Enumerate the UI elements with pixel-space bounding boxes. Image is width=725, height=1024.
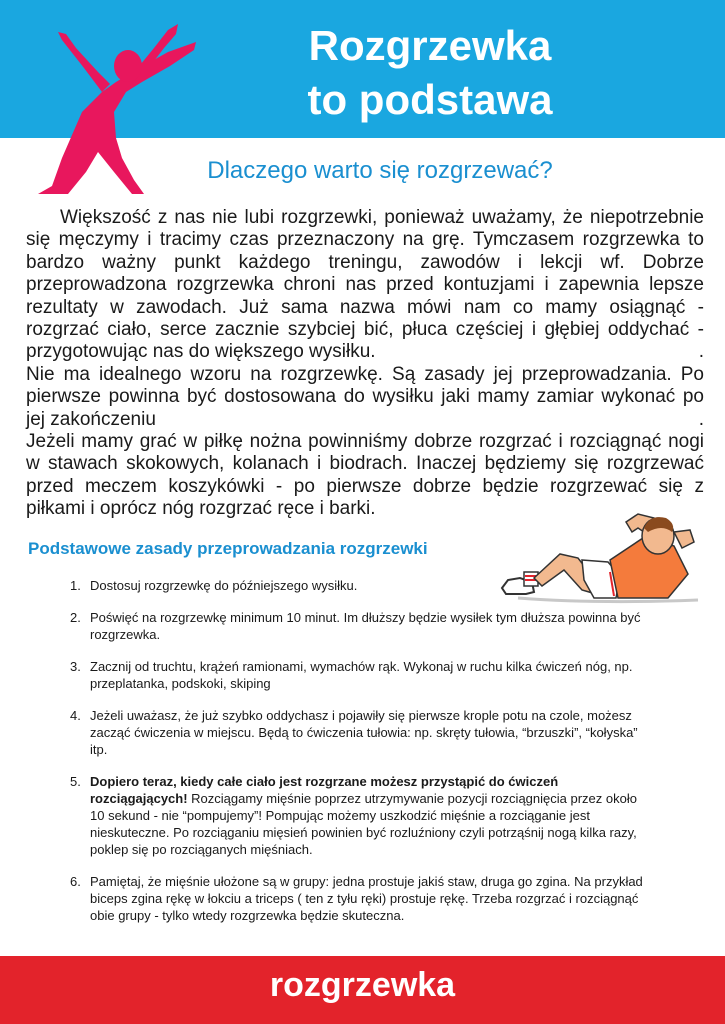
intro-paragraph-1: Większość z nas nie lubi rozgrzewki, ponieważ uważamy, że niepotrzebnie się męczymy i tracimy czas przeznaczony na grę. Tymczasem rozgrzewka to bardzo ważny punkt każdego treningu, zawodów i lekcji wf. Dobrze przeprowadzona rozgrzewka chroni nas przed kontuzjami i zapewnia lepsze rezultaty w zawodach. Już sama nazwa mówi nam co mamy osiągnąć - rozgrzać ciało, serce zacznie szybciej bić, płuca częściej i głębiej oddychać - przygotowując nas do większego wysiłku. . <box>26 207 704 363</box>
intro-paragraph-2: Nie ma idealnego wzoru na rozgrzewkę. Są zasady jej przeprowadzania. Po pierwsze powinna być dostosowana do wysiłku jaki mamy zamiar wykonać po jej zakończeniu . <box>26 363 704 430</box>
rule-item-6: 6. Pamiętaj, że mięśnie ułożone są w grupy: jedna prostuje jakiś staw, druga go zgina. Na przykład biceps zgina rękę w łokciu a triceps ( ten z tyłu ręki) prostuje rękę. Trzeba rozgrzać i rozciągnąć obie grupy - tylko wtedy rozgrzewka będzie skuteczna. <box>70 874 643 923</box>
rule-item-1: 1. Dostosuj rozgrzewkę do późniejszego wysiłku. <box>70 578 358 593</box>
intro-text <box>26 207 704 521</box>
page-title-line-1: Rozgrzewka <box>308 22 552 69</box>
rule-item-4: 4. Jeżeli uważasz, że już szybko oddychasz i pojawiły się pierwsze krople potu na czole, możesz zacząć ćwiczenia w miejscu. Będą to ćwiczenia tułowia: np. skręty tułowia, “brzuszki”, “kołyska” itp. <box>70 708 638 757</box>
rules-list <box>70 577 650 939</box>
subtitle: Dlaczego warto się rozgrzewać? <box>207 157 553 184</box>
rule-item-5: 5. Dopiero teraz, kiedy całe ciało jest rozgrzane możesz przystąpić do ćwiczeń rozciągających! Rozciągamy mięśnie poprzez utrzymywanie pozycji rozciągnięcia przez około 10 sekund - nie “pompujemy”! Pompując możemy uszkodzić mięśnie a rozciąganie jest nieskuteczne. Po rozciąganiu mięsień powinien być rozluźniony czyli potrząśnij nogą kilka razy, poklep się po rozciąganych mięśniach. <box>70 774 637 857</box>
rule-item-2: 2. Poświęć na rozgrzewkę minimum 10 minut. Im dłuższy będzie wysiłek tym dłuższa powinna być rozgrzewka. <box>70 610 641 642</box>
footer-title: rozgrzewka <box>269 966 456 1004</box>
page-title-line-2: to podstawa <box>307 76 553 123</box>
section-title: Podstawowe zasady przeprowadzania rozgrzewki <box>28 539 428 558</box>
intro-paragraph-3: Jeżeli mamy grać w piłkę nożna powinniśmy dobrze rozgrzać i rozciągnąć nogi w stawach skokowych, kolanach i biodrach. Inaczej będziemy się rozgrzewać przed meczem koszykówki - po pierwsze dobrze będzie rozgrzewać się z piłkami i oprócz nóg rozgrzać ręce i barki. <box>26 431 704 520</box>
rule-item-3: 3. Zacznij od truchtu, krążeń ramionami, wymachów rąk. Wykonaj w ruchu kilka ćwiczeń nóg, np. przeplatanka, podskoki, skiping <box>70 659 633 691</box>
